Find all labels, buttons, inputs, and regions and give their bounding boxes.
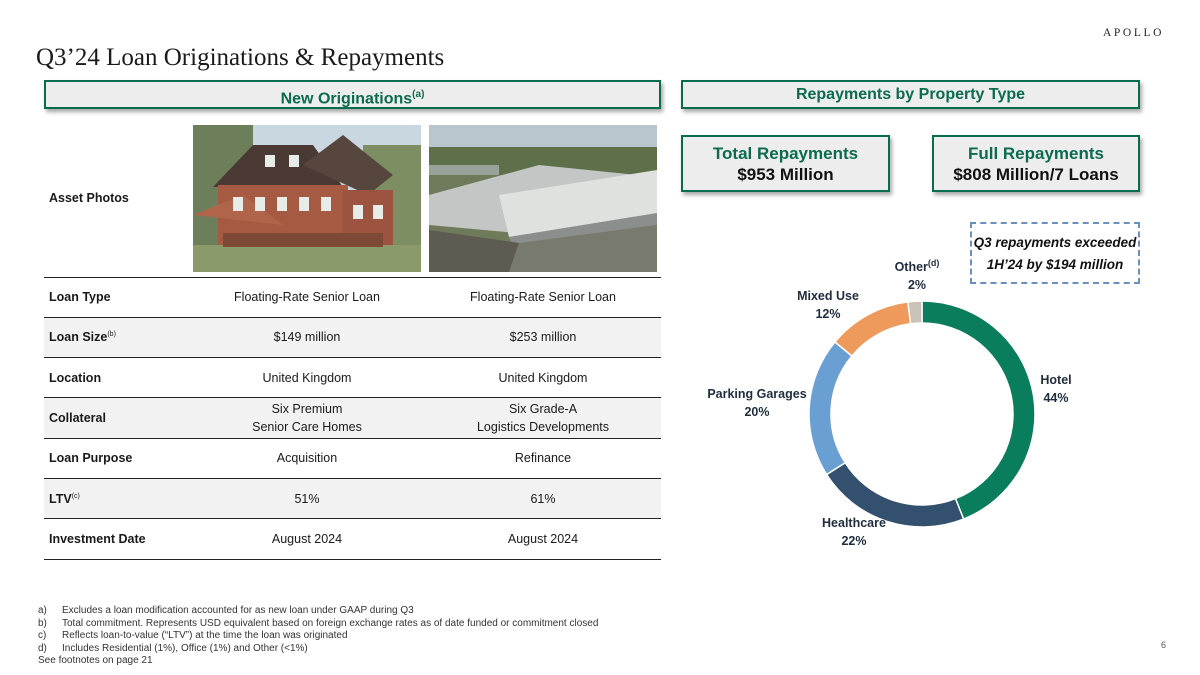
- table-row-loan-type: [44, 277, 661, 317]
- loan-size-value-2: $253 million: [425, 317, 661, 357]
- new-originations-header-text: New Originations: [280, 90, 413, 108]
- ltv-label-text: LTV: [49, 491, 72, 506]
- investment-date-value-2: August 2024: [425, 519, 661, 559]
- full-repayments-box: [932, 135, 1140, 192]
- page-title: Q3’24 Loan Originations & Repayments: [36, 44, 445, 71]
- location-value-2: United Kingdom: [425, 358, 661, 398]
- donut-value-mixed-use: 12%: [815, 307, 841, 321]
- repayments-header: Repayments by Property Type: [681, 80, 1140, 109]
- table-row-photos: [44, 120, 661, 277]
- donut-label-parking-garages: Parking Garages: [707, 387, 807, 401]
- collateral-value-1-line1: Six Premium: [271, 402, 343, 417]
- loan-purpose-value-2: Refinance: [425, 438, 661, 478]
- ltv-label: [44, 478, 189, 518]
- ltv-value-2: 61%: [425, 478, 661, 518]
- location-label: [44, 358, 189, 398]
- collateral-value-2-line2: Logistics Developments: [476, 420, 609, 435]
- donut-slice-mixed-use: [835, 302, 911, 356]
- investment-date-label: [44, 519, 189, 559]
- footnote-d-text: Includes Residential (1%), Office (1%) and Other (<1%): [62, 642, 308, 654]
- investment-date-value-1: August 2024: [189, 519, 425, 559]
- donut-label-healthcare: Healthcare: [822, 516, 886, 530]
- donut-slice-parking-garages: [809, 342, 852, 475]
- total-repayments-value: $953 Million: [737, 165, 834, 184]
- callout-line-1: Q3 repayments exceeded: [973, 235, 1137, 250]
- footnote-c: [38, 630, 598, 643]
- collateral-value-2-line1: Six Grade-A: [508, 402, 578, 417]
- donut-value-healthcare: 22%: [841, 534, 867, 548]
- loan-type-value-1: Floating-Rate Senior Loan: [189, 277, 425, 317]
- location-label-text: Location: [49, 370, 102, 385]
- page-number: 6: [1160, 640, 1166, 650]
- loan-type-label: [44, 277, 189, 317]
- footnote-b-text: Total commitment. Represents USD equivalent based on foreign exchange rates as of date funded or commitment closed: [62, 617, 599, 629]
- logistics-development-photo: [429, 125, 657, 272]
- donut-slice-other: [908, 301, 922, 324]
- full-repayments-value: $808 Million/7 Loans: [953, 165, 1119, 184]
- table-row-loan-size: [44, 317, 661, 357]
- total-repayments-title: Total Repayments: [712, 144, 859, 163]
- donut-value-other: 2%: [907, 278, 927, 292]
- callout-line-2: 1H’24 by $194 million: [986, 257, 1124, 272]
- footnote-ref-b: (b): [107, 331, 116, 339]
- donut-slice-hotel: [922, 301, 1035, 519]
- footnote-d-mark: d): [38, 642, 47, 654]
- footnote-a: [38, 605, 598, 618]
- footnote-c-mark: c): [38, 630, 47, 642]
- collateral-value-1-line2: Senior Care Homes: [252, 420, 362, 435]
- loan-size-value-1: $149 million: [189, 317, 425, 357]
- table-row-loan-purpose: [44, 438, 661, 478]
- table-row-ltv: [44, 478, 661, 518]
- collateral-value-2: [425, 398, 661, 438]
- loan-size-label-text: Loan Size: [49, 330, 108, 345]
- footnote-ref-a: (a): [412, 89, 425, 100]
- donut-value-hotel: 44%: [1043, 391, 1069, 405]
- footnote-b: [38, 618, 598, 631]
- see-footnotes: See footnotes on page 21: [38, 655, 153, 667]
- collateral-label-text: Collateral: [49, 411, 106, 426]
- collateral-value-1: [189, 398, 425, 438]
- apollo-logo: APOLLO: [1103, 27, 1164, 39]
- footnote-b-mark: b): [38, 617, 47, 629]
- table-row-location: [44, 358, 661, 398]
- footnotes: [38, 605, 598, 668]
- loan-purpose-label-text: Loan Purpose: [49, 451, 133, 466]
- collateral-label: [44, 398, 189, 438]
- loan-purpose-value-1: Acquisition: [189, 438, 425, 478]
- loan-purpose-label: [44, 438, 189, 478]
- asset-photos-label: Asset Photos: [44, 120, 189, 277]
- table-row-collateral: [44, 398, 661, 438]
- footnote-a-mark: a): [38, 605, 47, 616]
- ltv-value-1: 51%: [189, 478, 425, 518]
- loan-type-label-text: Loan Type: [49, 290, 111, 305]
- footnote-c-text: Reflects loan-to-value (“LTV”) at the time the loan was originated: [62, 630, 348, 642]
- donut-label-mixed-use: Mixed Use: [797, 289, 859, 303]
- full-repayments-title: Full Repayments: [967, 144, 1105, 163]
- total-repayments-box: [681, 135, 890, 192]
- donut-value-parking-garages: 20%: [744, 405, 770, 419]
- loan-type-value-2: Floating-Rate Senior Loan: [425, 277, 661, 317]
- footnote-d: [38, 643, 598, 656]
- investment-date-label-text: Investment Date: [49, 531, 146, 546]
- table-row-investment-date: [44, 519, 661, 559]
- originations-table: [44, 120, 661, 560]
- location-value-1: United Kingdom: [189, 358, 425, 398]
- donut-label-other: Other$^{(d)}$: [894, 258, 940, 274]
- footnote-a-text: Excludes a loan modification accounted for as new loan under GAAP during Q3: [62, 605, 414, 616]
- new-originations-header: [44, 80, 661, 109]
- donut-label-hotel: Hotel: [1040, 373, 1072, 387]
- senior-care-home-photo: [193, 125, 421, 272]
- footnote-ref-c: (c): [71, 492, 80, 500]
- repayments-donut-chart: [700, 220, 1180, 560]
- loan-size-label: [44, 317, 189, 357]
